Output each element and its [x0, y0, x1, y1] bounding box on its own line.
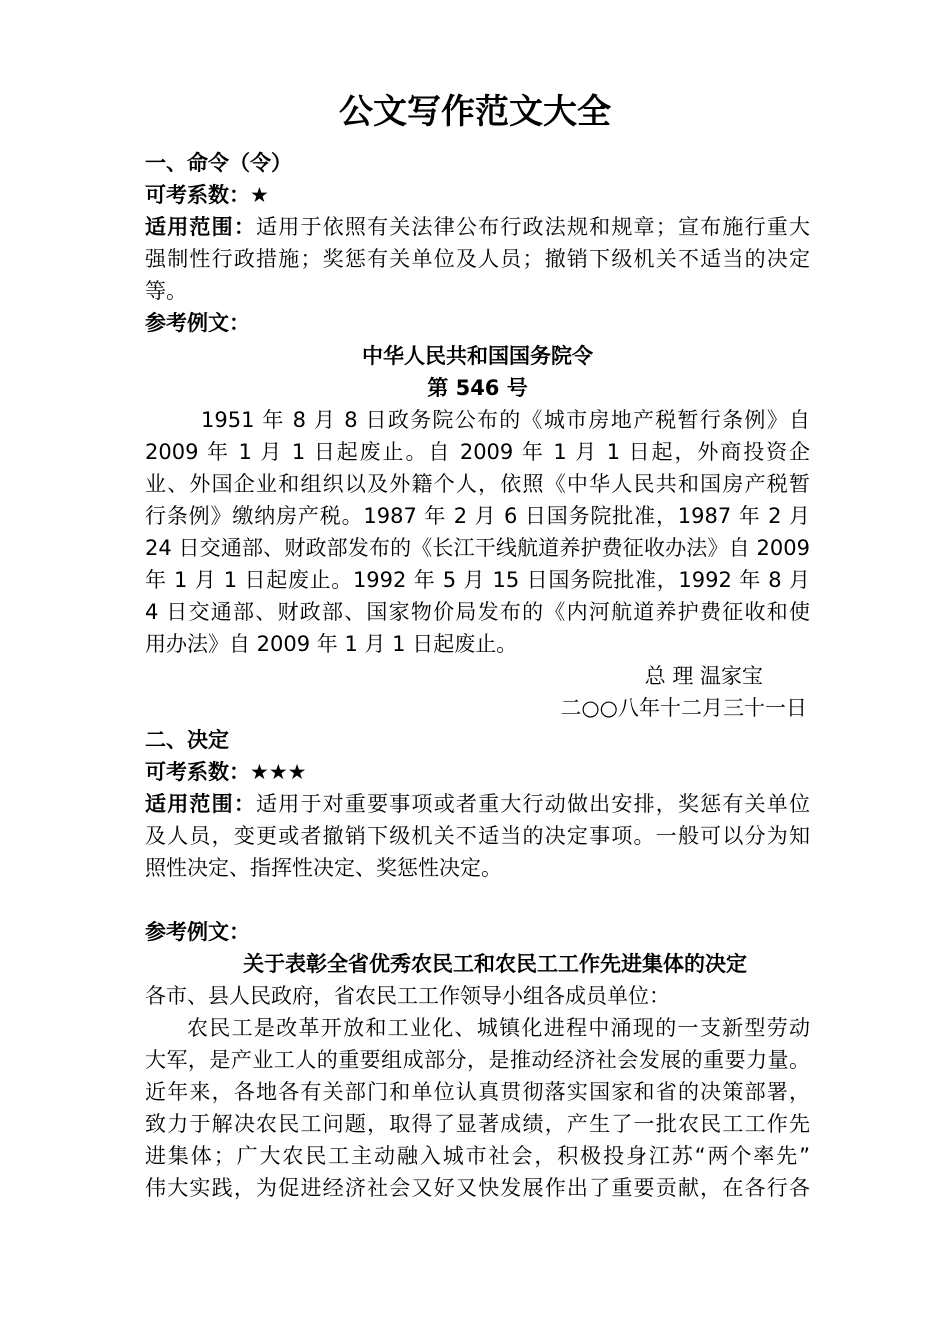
section1-example-number: 第 546 号 — [427, 376, 528, 400]
section2-scope-line — [145, 788, 810, 820]
section1-body-line: 年 1 月 1 日起废止。1992 年 5 月 15 日国务院批准，1992 年 8 月 — [145, 568, 810, 592]
section2-rating — [145, 756, 810, 788]
section2-scope-line: 照性决定、指挥性决定、奖惩性决定。 — [145, 856, 502, 880]
section2-body-line: 伟大实践，为促进经济社会又好又快发展作出了重要贡献，在各行各 — [145, 1176, 810, 1200]
section2-body-line: 进集体；广大农民工主动融入城市社会，积极投身江苏“两个率先” — [145, 1144, 810, 1168]
section2-example-label: 参考例文： — [145, 920, 250, 944]
section2-example-title: 关于表彰全省优秀农民工和农民工工作先进集体的决定 — [243, 952, 747, 976]
section2-scope-label: 适用范围： — [145, 792, 257, 816]
section1-body-line: 1951 年 8 月 8 日政务院公布的《城市房地产税暂行条例》自 — [201, 408, 810, 432]
section1-signatory: 总 理 温家宝 — [644, 664, 763, 688]
section1-scope-label: 适用范围： — [145, 215, 257, 239]
section2-scope-text: 适用于对重要事项或者重大行动做出安排，奖惩有关单位 — [256, 792, 811, 816]
section2-salutation: 各市、县人民政府，省农民工工作领导小组各成员单位： — [145, 984, 670, 1008]
section2-scope-line: 及人员，变更或者撤销下级机关不适当的决定事项。一般可以分为知 — [145, 824, 810, 848]
section2-rating-label: 可考系数： — [145, 760, 250, 784]
section2-body-line: 致力于解决农民工问题，取得了显著成绩，产生了一批农民工工作先 — [145, 1112, 810, 1136]
section1-scope-text: 适用于依照有关法律公布行政法规和规章；宣布施行重大 — [256, 215, 811, 239]
section1-example-label: 参考例文： — [145, 311, 250, 335]
section1-heading: 一、命令（令） — [145, 151, 292, 175]
section2-rating-stars: ★★★ — [250, 760, 307, 784]
section1-scope-line — [145, 211, 810, 243]
section1-rating — [145, 179, 810, 211]
section2-heading: 二、决定 — [145, 728, 229, 752]
section1-scope-line: 强制性行政措施；奖惩有关单位及人员；撤销下级机关不适当的决定 — [145, 247, 810, 271]
section1-body-line: 用办法》自 2009 年 1 月 1 日起废止。 — [145, 632, 518, 656]
section1-scope-line: 等。 — [145, 279, 187, 303]
document-title: 公文写作范文大全 — [339, 92, 611, 132]
section1-body-line: 24 日交通部、财政部发布的《长江干线航道养护费征收办法》自 2009 — [145, 536, 810, 560]
section2-body-line: 近年来，各地各有关部门和单位认真贯彻落实国家和省的决策部署， — [145, 1080, 810, 1104]
section1-rating-stars: ★ — [250, 183, 269, 207]
section1-body-line: 业、外国企业和组织以及外籍个人，依照《中华人民共和国房产税暂 — [145, 472, 810, 496]
section1-rating-label: 可考系数： — [145, 183, 250, 207]
section1-body-line: 4 日交通部、财政部、国家物价局发布的《内河航道养护费征收和使 — [145, 600, 810, 624]
section2-body-line: 大军，是产业工人的重要组成部分，是推动经济社会发展的重要力量。 — [145, 1048, 810, 1072]
section1-body-line: 2009 年 1 月 1 日起废止。自 2009 年 1 月 1 日起，外商投资企 — [145, 440, 810, 464]
section2-body-line: 农民工是改革开放和工业化、城镇化进程中涌现的一支新型劳动 — [187, 1016, 810, 1040]
section1-body-line: 行条例》缴纳房产税。1987 年 2 月 6 日国务院批准，1987 年 2 月 — [145, 504, 810, 528]
section1-example-title: 中华人民共和国国务院令 — [362, 344, 593, 368]
section1-date: 二○○八年十二月三十一日 — [560, 696, 807, 720]
